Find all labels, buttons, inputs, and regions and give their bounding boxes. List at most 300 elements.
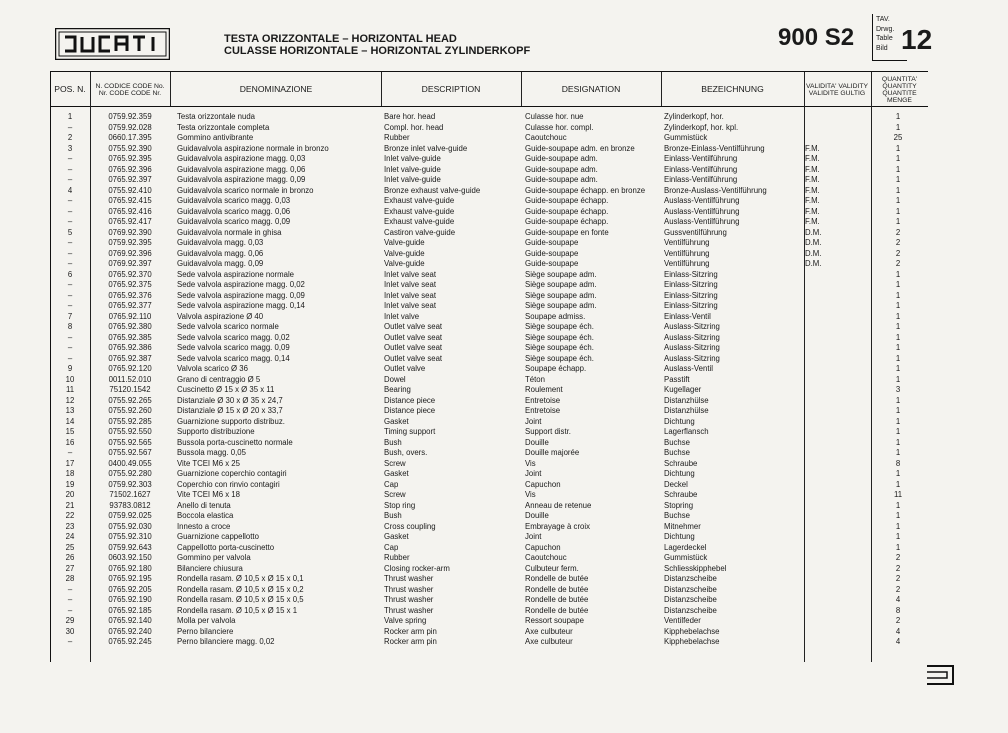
row-quantity: 1	[895, 206, 901, 216]
row-bezeichnung: Zylinderkopf, hor.	[664, 112, 724, 121]
row-bezeichnung: Distanzscheibe	[664, 584, 717, 594]
row-denominazione: Guidavalvola aspirazione normale in bronzo	[177, 143, 329, 153]
row-designation: Rondelle de butée	[525, 605, 589, 615]
row-designation: Culasse hor. nue	[525, 112, 584, 121]
row-description: Bare hor. head	[384, 112, 436, 121]
row-bezeichnung: Distanzscheibe	[664, 605, 717, 615]
row-designation: Entretoise	[525, 406, 561, 415]
row-pos: –	[67, 154, 73, 163]
row-bezeichnung: Buchse	[664, 448, 691, 457]
row-code: 0765.92.120	[108, 364, 152, 373]
row-bezeichnung: Distanzscheibe	[664, 595, 717, 604]
table-row	[51, 490, 928, 501]
row-denominazione: Innesto a croce	[177, 521, 231, 531]
row-bezeichnung: Lagerflansch	[664, 427, 709, 436]
row-denominazione: Guidavalvola magg. 0,09	[177, 259, 264, 268]
row-bezeichnung: Ventilführung	[664, 238, 710, 247]
table-row	[51, 354, 928, 365]
row-designation: Siège soupape adm.	[525, 301, 597, 310]
row-pos: –	[67, 584, 73, 594]
row-designation: Caoutchouc	[525, 133, 567, 142]
row-denominazione: Bilanciere chiusura	[177, 563, 243, 573]
row-designation: Embrayage à croix	[525, 521, 591, 531]
row-code: 0759.92.643	[108, 542, 152, 552]
row-description: Compl. hor. head	[384, 122, 444, 132]
table-row	[51, 469, 928, 480]
row-designation: Siège soupape éch.	[525, 332, 594, 342]
row-quantity: 4	[895, 637, 901, 646]
row-code: 0765.92.397	[108, 175, 152, 184]
column-divider	[381, 72, 382, 106]
row-pos: –	[67, 196, 73, 205]
row-description: Gasket	[384, 532, 409, 541]
row-quantity: 1	[895, 448, 901, 457]
row-pos: 18	[65, 469, 75, 478]
row-designation: Capuchon	[525, 479, 561, 489]
row-designation: Guide-soupape adm.	[525, 154, 598, 163]
row-pos: –	[67, 164, 73, 174]
row-code: 0759.92.359	[108, 112, 152, 121]
table-row	[51, 186, 928, 197]
table-row	[51, 438, 928, 449]
row-quantity: 1	[895, 154, 901, 163]
row-denominazione: Guarnizione cappellotto	[177, 532, 259, 541]
row-designation: Soupape échapp.	[525, 364, 587, 373]
row-quantity: 1	[895, 437, 901, 447]
row-description: Stop ring	[384, 500, 416, 510]
row-validity: F.M.	[805, 196, 820, 205]
row-description: Bearing	[384, 385, 411, 394]
row-description: Gasket	[384, 469, 409, 478]
row-pos: 11	[65, 385, 75, 394]
row-description: Thrust washer	[384, 605, 434, 615]
column-header-description: DESCRIPTION	[421, 84, 481, 95]
title-line-french-german: CULASSE HORIZONTALE – HORIZONTAL ZYLINDERKOPF	[224, 45, 531, 57]
table-row	[51, 375, 928, 386]
row-validity: F.M.	[805, 175, 820, 184]
row-bezeichnung: Auslass-Sitzring	[664, 332, 720, 342]
table-row	[51, 595, 928, 606]
ducati-logo	[55, 28, 170, 60]
row-description: Outlet valve seat	[384, 332, 443, 342]
row-denominazione: Bussola magg. 0,05	[177, 448, 246, 457]
row-pos: –	[67, 343, 73, 352]
row-pos: –	[67, 238, 73, 247]
row-code: 0765.92.110	[108, 311, 152, 321]
row-designation: Rondelle de butée	[525, 584, 589, 594]
row-bezeichnung: Einlass-Sitzring	[664, 301, 718, 310]
row-denominazione: Sede valvola aspirazione normale	[177, 269, 295, 279]
table-row	[51, 280, 928, 291]
row-quantity: 11	[893, 490, 903, 499]
row-quantity: 1	[895, 322, 901, 331]
table-number: 12	[901, 24, 933, 55]
table-row	[51, 322, 928, 333]
row-denominazione: Sede valvola scarico magg. 0,02	[177, 332, 290, 342]
row-designation: Guide-soupape	[525, 238, 579, 247]
row-validity: F.M.	[805, 206, 820, 216]
row-quantity: 1	[895, 185, 901, 195]
row-code: 0755.92.410	[108, 185, 152, 195]
row-quantity: 8	[895, 605, 901, 615]
row-quantity: 1	[895, 332, 901, 342]
row-description: Valve-guide	[384, 238, 425, 247]
row-description: Bronze inlet valve-guide	[384, 143, 468, 153]
row-code: 0769.92.397	[108, 259, 152, 268]
row-pos: 14	[65, 416, 75, 426]
row-bezeichnung: Bronze-Auslass-Ventilführung	[664, 185, 767, 195]
row-designation: Guide-soupape en fonte	[525, 227, 609, 237]
row-validity: D.M.	[805, 259, 822, 268]
row-code: 0755.92.030	[108, 521, 152, 531]
row-description: Outlet valve seat	[384, 343, 443, 352]
row-description: Rubber	[384, 553, 410, 562]
row-description: Rocker arm pin	[384, 637, 437, 646]
table-row	[51, 511, 928, 522]
row-denominazione: Vite TCEI M6 x 18	[177, 490, 240, 499]
row-code: 0755.92.285	[108, 416, 152, 426]
row-code: 0765.92.140	[108, 616, 152, 625]
row-designation: Guide-soupape échapp.	[525, 217, 609, 226]
table-row	[51, 364, 928, 375]
row-pos: –	[67, 206, 73, 216]
table-label-table: Table	[876, 35, 893, 43]
row-quantity: 1	[895, 280, 901, 289]
row-description: Exhaust valve-guide	[384, 196, 455, 205]
row-denominazione: Guidavalvola aspirazione magg. 0,06	[177, 164, 306, 174]
row-designation: Douille	[525, 437, 549, 447]
row-denominazione: Cuscinetto Ø 15 x Ø 35 x 11	[177, 385, 275, 394]
row-bezeichnung: Gussventilführung	[664, 227, 727, 237]
row-bezeichnung: Dichtung	[664, 469, 695, 478]
row-quantity: 2	[895, 238, 901, 247]
row-quantity: 1	[895, 406, 901, 415]
row-pos: 4	[67, 185, 73, 195]
row-designation: Joint	[525, 532, 542, 541]
row-code: 0765.92.417	[108, 217, 152, 226]
row-code: 0755.92.550	[108, 427, 152, 436]
column-header-denominazione: DENOMINAZIONE	[239, 84, 313, 95]
table-row	[51, 291, 928, 302]
row-pos: 6	[67, 269, 73, 279]
row-denominazione: Guidavalvola normale in ghisa	[177, 227, 282, 237]
row-quantity: 2	[895, 553, 901, 562]
row-quantity: 1	[895, 269, 901, 279]
row-description: Outlet valve seat	[384, 353, 443, 363]
row-code: 0765.92.190	[108, 595, 152, 604]
row-description: Inlet valve-guide	[384, 164, 441, 174]
table-row	[51, 165, 928, 176]
row-pos: 21	[65, 500, 75, 510]
row-pos: 16	[65, 437, 75, 447]
row-validity: F.M.	[805, 185, 820, 195]
row-pos: 26	[65, 553, 75, 562]
row-description: Thrust washer	[384, 584, 434, 594]
row-code: 0011.52.010	[108, 374, 152, 384]
row-designation: Axe culbuteur	[525, 637, 573, 646]
row-designation: Siège soupape adm.	[525, 290, 597, 300]
row-designation: Support distr.	[525, 427, 571, 436]
row-pos: 1	[67, 112, 73, 121]
row-bezeichnung: Auslass-Sitzring	[664, 353, 720, 363]
column-divider	[170, 72, 171, 106]
table-number-box	[872, 14, 933, 61]
row-bezeichnung: Kipphebelachse	[664, 637, 720, 646]
row-designation: Rondelle de butée	[525, 574, 589, 583]
row-pos: –	[67, 175, 73, 184]
row-designation: Roulement	[525, 385, 563, 394]
row-bezeichnung: Distanzhülse	[664, 406, 709, 415]
row-designation: Anneau de retenue	[525, 500, 592, 510]
row-pos: 8	[67, 322, 73, 331]
row-quantity: 1	[895, 479, 901, 489]
row-description: Screw	[384, 458, 406, 468]
row-designation: Guide-soupape adm.	[525, 164, 598, 174]
row-code: 0765.92.415	[108, 196, 152, 205]
table-row	[51, 553, 928, 564]
row-description: Cross coupling	[384, 521, 436, 531]
row-bezeichnung: Stopring	[664, 500, 694, 510]
row-description: Inlet valve seat	[384, 290, 437, 300]
row-validity: D.M.	[805, 227, 822, 237]
table-row	[51, 448, 928, 459]
row-denominazione: Valvola scarico Ø 36	[177, 364, 248, 373]
row-bezeichnung: Gummistück	[664, 553, 708, 562]
row-bezeichnung: Einlass-Sitzring	[664, 269, 718, 279]
title-line-italian-english: TESTA ORIZZONTALE – HORIZONTAL HEAD	[224, 33, 457, 45]
table-row	[51, 627, 928, 638]
column-header-designation: DESIGNATION	[561, 84, 621, 95]
row-pos: 12	[65, 395, 75, 405]
header-divider	[51, 106, 928, 107]
row-designation: Siège soupape adm.	[525, 280, 597, 289]
row-description: Bush	[384, 511, 402, 520]
row-quantity: 2	[895, 574, 901, 583]
row-denominazione: Guidavalvola aspirazione magg. 0,03	[177, 154, 306, 163]
model-name: 900 S2	[778, 24, 855, 51]
row-designation: Siège soupape éch.	[525, 353, 594, 363]
row-designation: Culasse hor. compl.	[525, 122, 594, 132]
row-quantity: 2	[895, 248, 901, 258]
row-pos: 15	[65, 427, 75, 436]
row-code: 0769.92.396	[108, 248, 152, 258]
row-description: Inlet valve seat	[384, 269, 437, 279]
table-row	[51, 112, 928, 123]
row-pos: 30	[65, 626, 75, 636]
row-bezeichnung: Einlass-Ventil	[664, 311, 711, 321]
row-quantity: 4	[895, 595, 901, 604]
table-row	[51, 343, 928, 354]
row-bezeichnung: Einlass-Ventilführung	[664, 154, 738, 163]
row-designation: Guide-soupape	[525, 248, 579, 258]
row-denominazione: Sede valvola aspirazione magg. 0,14	[177, 301, 305, 310]
table-label-bild: Bild	[876, 44, 888, 52]
row-description: Outlet valve	[384, 364, 426, 373]
row-code: 75120.1542	[109, 385, 151, 394]
row-code: 0765.92.205	[108, 584, 152, 594]
row-description: Distance piece	[384, 395, 436, 405]
row-code: 0755.92.280	[108, 469, 152, 478]
row-description: Valve spring	[384, 616, 427, 625]
row-code: 0769.92.390	[108, 227, 152, 237]
row-quantity: 4	[895, 626, 901, 636]
row-denominazione: Vite TCEI M6 x 25	[177, 458, 240, 468]
row-designation: Caoutchouc	[525, 553, 567, 562]
row-validity: F.M.	[805, 154, 820, 163]
table-row	[51, 574, 928, 585]
row-designation: Siège soupape éch.	[525, 343, 594, 352]
row-pos: 17	[65, 458, 75, 468]
row-denominazione: Perno bilanciere magg. 0,02	[177, 637, 275, 646]
row-bezeichnung: Deckel	[664, 479, 688, 489]
row-designation: Rondelle de butée	[525, 595, 589, 604]
row-denominazione: Rondella rasam. Ø 10,5 x Ø 15 x 0,5	[177, 595, 304, 604]
row-designation: Guide-soupape	[525, 259, 579, 268]
row-bezeichnung: Dichtung	[664, 416, 695, 426]
table-row	[51, 270, 928, 281]
row-pos: –	[67, 259, 73, 268]
table-row	[51, 522, 928, 533]
row-code: 0765.92.377	[108, 301, 152, 310]
row-description: Rocker arm pin	[384, 626, 437, 636]
row-quantity: 1	[895, 500, 901, 510]
row-bezeichnung: Einlass-Sitzring	[664, 290, 718, 300]
row-bezeichnung: Distanzhülse	[664, 395, 709, 405]
page-title	[224, 33, 530, 57]
row-code: 0755.92.565	[108, 437, 152, 447]
row-bezeichnung: Kugellager	[664, 385, 702, 394]
row-denominazione: Guidavalvola scarico normale in bronzo	[177, 185, 314, 195]
row-validity: D.M.	[805, 238, 822, 247]
row-quantity: 2	[895, 616, 901, 625]
row-description: Cap	[384, 479, 399, 489]
row-designation: Guide-soupape échapp.	[525, 196, 609, 205]
row-denominazione: Supporto distribuzione	[177, 427, 255, 436]
row-designation: Siège soupape adm.	[525, 269, 597, 279]
row-description: Inlet valve	[384, 311, 420, 321]
row-pos: 5	[67, 227, 73, 237]
table-row	[51, 207, 928, 218]
row-designation: Entretoise	[525, 395, 561, 405]
row-quantity: 2	[895, 259, 901, 268]
row-bezeichnung: Schraube	[664, 490, 698, 499]
row-designation: Joint	[525, 469, 542, 478]
row-quantity: 1	[895, 395, 901, 405]
row-designation: Guide-soupape adm.	[525, 175, 598, 184]
row-pos: –	[67, 637, 73, 646]
row-denominazione: Testa orizzontale nuda	[177, 112, 256, 121]
table-row	[51, 228, 928, 239]
row-code: 0765.92.380	[108, 322, 152, 331]
table-row	[51, 501, 928, 512]
row-denominazione: Gommino per valvola	[177, 553, 251, 562]
table-row	[51, 417, 928, 428]
row-bezeichnung: Kipphebelachse	[664, 626, 720, 636]
row-pos: –	[67, 280, 73, 289]
row-code: 0759.92.028	[108, 122, 152, 132]
row-quantity: 1	[895, 532, 901, 541]
table-row	[51, 312, 928, 323]
row-description: Cap	[384, 542, 399, 552]
row-description: Screw	[384, 490, 406, 499]
row-denominazione: Coperchio con rinvio contagiri	[177, 479, 280, 489]
row-code: 0603.92.150	[108, 553, 152, 562]
row-pos: –	[67, 353, 73, 363]
row-designation: Guide-soupape échapp. en bronze	[525, 185, 646, 195]
row-bezeichnung: Dichtung	[664, 532, 695, 541]
row-quantity: 1	[895, 164, 901, 174]
row-denominazione: Guidavalvola scarico magg. 0,03	[177, 196, 291, 205]
row-bezeichnung: Buchse	[664, 511, 691, 520]
row-denominazione: Guidavalvola magg. 0,03	[177, 238, 264, 247]
row-denominazione: Rondella rasam. Ø 10,5 x Ø 15 x 0,1	[177, 574, 304, 583]
row-denominazione: Cappellotto porta-cuscinetto	[177, 542, 275, 552]
row-designation: Douille majorée	[525, 448, 580, 457]
row-designation: Téton	[525, 374, 545, 384]
column-header-code: N. CODICE CODE No. Nr. CODE CODE Nr.	[95, 82, 165, 97]
row-denominazione: Guidavalvola magg. 0,06	[177, 248, 264, 258]
row-description: Thrust washer	[384, 595, 434, 604]
column-header-pos: POS. N.	[54, 84, 86, 95]
row-denominazione: Rondella rasam. Ø 10,5 x Ø 15 x 1	[177, 605, 298, 615]
row-description: Bush	[384, 437, 402, 447]
row-code: 71502.1627	[109, 490, 151, 499]
row-description: Distance piece	[384, 406, 436, 415]
row-quantity: 1	[895, 217, 901, 226]
row-denominazione: Perno bilanciere	[177, 626, 234, 636]
row-pos: 10	[65, 374, 75, 384]
row-code: 93783.0812	[109, 500, 151, 510]
row-validity: F.M.	[805, 164, 820, 174]
row-denominazione: Molla per valvola	[177, 616, 236, 625]
row-denominazione: Distanziale Ø 30 x Ø 35 x 24,7	[177, 395, 283, 405]
table-row	[51, 480, 928, 491]
row-quantity: 1	[895, 143, 901, 153]
table-row	[51, 385, 928, 396]
row-quantity: 1	[895, 290, 901, 300]
table-row	[51, 259, 928, 270]
row-description: Thrust washer	[384, 574, 434, 583]
row-description: Outlet valve seat	[384, 322, 443, 331]
row-description: Bronze exhaust valve-guide	[384, 185, 481, 195]
row-designation: Axe culbuteur	[525, 626, 573, 636]
row-designation: Ressort soupape	[525, 616, 584, 625]
row-description: Rubber	[384, 133, 410, 142]
row-designation: Guide-soupape échapp.	[525, 206, 609, 216]
row-quantity: 2	[895, 584, 901, 594]
row-pos: –	[67, 248, 73, 258]
row-bezeichnung: Auslass-Ventilführung	[664, 217, 740, 226]
row-bezeichnung: Einlass-Sitzring	[664, 280, 718, 289]
table-row	[51, 217, 928, 228]
row-denominazione: Testa orizzontale completa	[177, 122, 270, 132]
row-bezeichnung: Auslass-Ventilführung	[664, 196, 740, 205]
row-code: 0765.92.385	[108, 332, 152, 342]
row-pos: 19	[65, 479, 75, 489]
row-pos: 22	[65, 511, 75, 520]
table-row	[51, 459, 928, 470]
table-row	[51, 543, 928, 554]
row-description: Inlet valve-guide	[384, 154, 441, 163]
row-bezeichnung: Passtift	[664, 374, 690, 384]
row-bezeichnung: Zylinderkopf, hor. kpl.	[664, 122, 739, 132]
row-designation: Vis	[525, 490, 536, 499]
row-quantity: 2	[895, 563, 901, 573]
row-quantity: 1	[895, 311, 901, 321]
table-row	[51, 333, 928, 344]
table-row	[51, 154, 928, 165]
row-pos: 3	[67, 143, 73, 153]
